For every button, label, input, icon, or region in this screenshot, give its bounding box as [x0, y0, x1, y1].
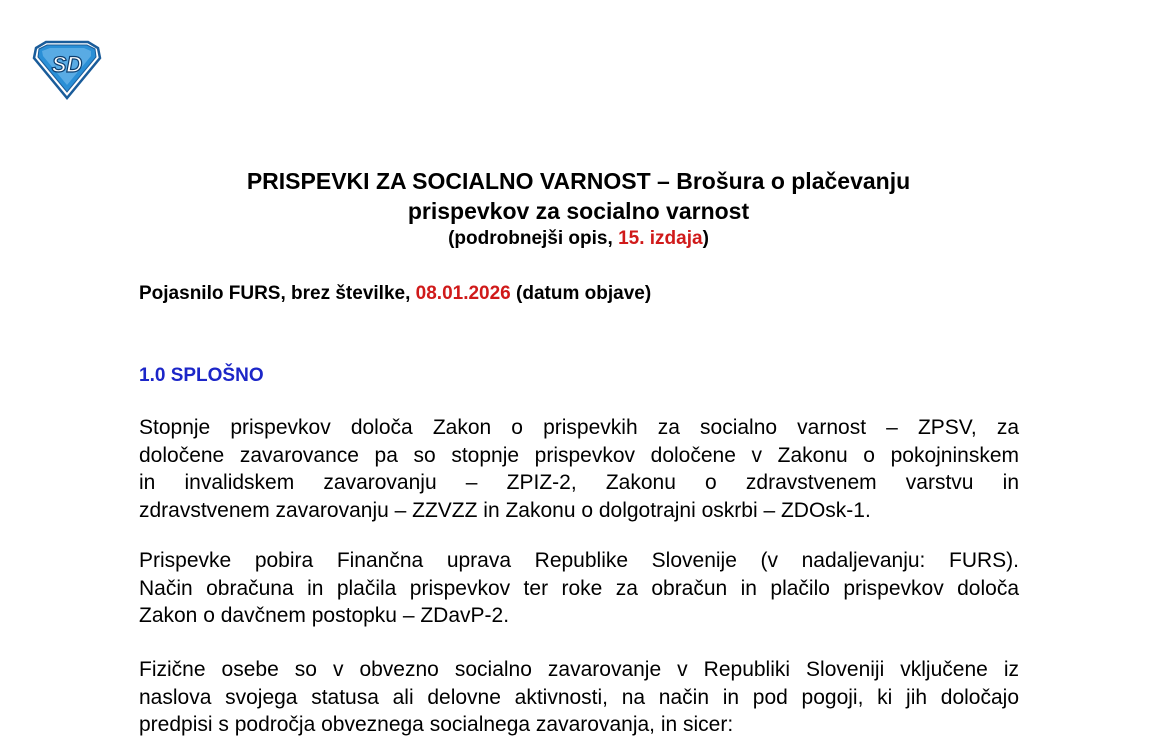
paragraph-line: Prispevke pobira Finančna uprava Republike Slovenije (v nadaljevanju: FURS). — [139, 549, 1019, 572]
paragraph-line: Fizične osebe so v obvezno socialno zavarovanje v Republiki Sloveniji vključene iz — [139, 658, 1019, 681]
paragraph-line: in invalidskem zavarovanju – ZPIZ-2, Zakonu o zdravstvenem varstvu in — [139, 471, 1019, 494]
sd-logo — [30, 40, 104, 100]
subtitle-suffix: ) — [702, 228, 709, 249]
subtitle-prefix: (podrobnejši opis, — [448, 228, 619, 249]
edition-number: 15. izdaja — [618, 228, 703, 249]
paragraph-line: naslova svojega statusa ali delovne aktivnosti, na način in pod pogoji, ki jih določajo — [139, 685, 1019, 709]
paragraph-1 — [139, 414, 1019, 524]
paragraph-line: Stopnje prispevkov določa Zakon o prispevkih za socialno varnost – ZPSV, za — [139, 416, 1019, 439]
publication-suffix: (datum objave) — [510, 283, 652, 304]
title-line-1: PRISPEVKI ZA SOCIALNO VARNOST – Brošura o plačevanju — [246, 168, 911, 194]
publication-prefix: Pojasnilo FURS, brez številke, — [139, 283, 416, 304]
diamond-sd-logo-icon — [30, 40, 104, 100]
title-line-2: prispevkov za socialno varnost — [407, 198, 750, 224]
document-title — [0, 166, 1157, 252]
publication-info — [139, 283, 651, 305]
paragraph-line: določene zavarovance pa so stopnje prispevkov določene v Zakonu o pokojninskem — [139, 443, 1019, 467]
logo-text: SD — [51, 52, 83, 77]
paragraph-line: zdravstvenem zavarovanju – ZZVZZ in Zakonu o dolgotrajni oskrbi – ZDOsk-1. — [139, 498, 871, 522]
document-subtitle — [0, 226, 1157, 252]
section-heading: 1.0 SPLOŠNO — [139, 365, 264, 386]
paragraph-line: Način obračuna in plačila prispevkov ter roke za obračun in plačilo prispevkov določa — [139, 576, 1019, 600]
paragraph-line: Zakon o davčnem postopku – ZDavP-2. — [139, 604, 510, 627]
publication-date: 08.01.2026 — [415, 283, 511, 304]
paragraph-line: predpisi s področja obveznega socialnega zavarovanja, in sicer: — [139, 713, 734, 736]
paragraph-2 — [139, 547, 1019, 630]
paragraph-3 — [139, 656, 1019, 739]
